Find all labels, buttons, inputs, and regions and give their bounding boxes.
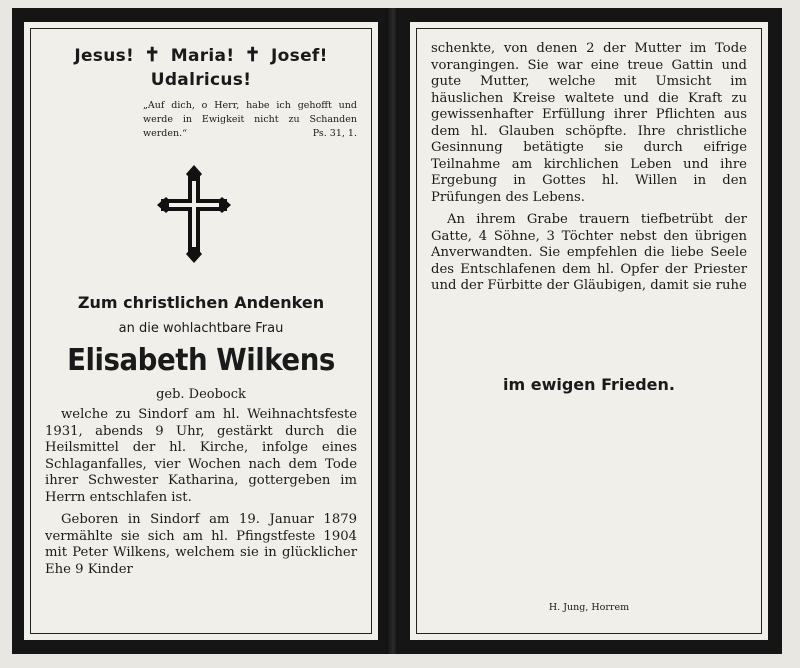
left-page-card: [12, 8, 390, 654]
invocation-udalricus: Udalricus!: [150, 70, 252, 90]
invocation-josef: Josef!: [271, 46, 328, 66]
paragraph: An ihrem Grabe trauern tiefbetrübt der Gatte, 4 Söhne, 3 Töchter nebst den übrigen Anverwandten. Sie empfehlen die liebe Seele des Entschlafenen dem hl. Opfer der Priester und der Fürbitte der Gläubigen, damit sie ruhe: [431, 212, 747, 293]
left-page-frame: [30, 28, 372, 634]
small-cross-icon: ✝: [144, 44, 161, 66]
deceased-name: Elisabeth Wilkens: [67, 343, 335, 378]
maiden-name: geb. Deobock: [156, 387, 246, 402]
paragraph: welche zu Sindorf am hl. Weihnachtsfeste 1931, abends 9 Uhr, gestärkt durch die Heilsmittel der hl. Kirche, infolge eines Schlaganfalles, vier Wochen nach dem Tode ihrer Schwester Katharina, gottergeben im Herrn entschlafen ist.: [45, 407, 357, 505]
paragraph: Geboren in Sindorf am 19. Januar 1879 vermählte sie sich am hl. Pfingstfeste 1904 mit Peter Wilkens, welchem sie in glücklicher Ehe 9 Kinder: [45, 512, 357, 577]
ornamental-cross-icon: [157, 165, 231, 263]
psalm-quote: [143, 99, 357, 141]
right-page-card: [396, 8, 782, 654]
closing-phrase: im ewigen Frieden.: [502, 375, 675, 394]
memorial-subtitle: an die wohlachtbare Frau: [118, 321, 284, 336]
left-page-paper: [24, 22, 378, 640]
right-page-paper: [410, 22, 768, 640]
right-page-frame: [416, 28, 762, 634]
psalm-quote-text: „Auf dich, o Herr, habe ich gehofft und werde in Ewigkeit nicht zu Schanden werden.“: [143, 100, 357, 139]
left-page-body: [45, 407, 357, 578]
printer-credit: H. Jung, Horrem: [548, 602, 630, 613]
psalm-reference: Ps. 31, 1.: [312, 128, 357, 139]
invocation-header: [31, 43, 371, 92]
right-page-body: [431, 41, 747, 295]
paragraph: schenkte, von denen 2 der Mutter im Tode vorangingen. Sie war eine treue Gattin und gute Mutter, welche mit Umsicht im häuslichen Kreise waltete und die Kraft zu gewissenhafter Erfüllung ihrer Pflichten aus dem hl. Glauben schöpfte. Ihre christliche Gesinnung betätigte sie durch eifrige Teilnahme am kirchlichen Leben und ihre Ergebung in Gottes hl. Willen in den Prüfungen des Lebens.: [431, 41, 747, 205]
memorial-title: Zum christlichen Andenken: [77, 293, 325, 312]
invocation-maria: Maria!: [170, 46, 235, 66]
invocation-jesus: Jesus!: [74, 46, 135, 66]
small-cross-icon: ✝: [244, 44, 261, 66]
